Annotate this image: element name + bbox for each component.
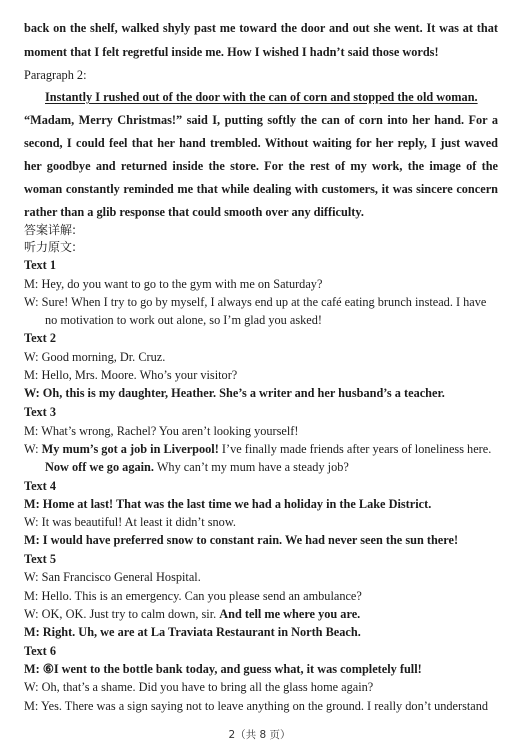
dialogue-line xyxy=(24,589,498,604)
speaker-label: W: xyxy=(24,570,39,584)
speaker-label: M: xyxy=(24,699,39,713)
dialogue-text: I’ve finally made friends after years of loneliness here. xyxy=(218,442,492,456)
passage-line: rather than a glib response that could smooth over any difficulty. xyxy=(24,205,364,219)
dialogue-continuation xyxy=(45,460,498,475)
listening-header: 听力原文: xyxy=(24,240,77,254)
dialogue-text: Hey, do you want to go to the gym with me on Saturday? xyxy=(41,277,323,291)
dialogue-line xyxy=(24,442,498,457)
speaker-label: M: xyxy=(24,662,40,676)
passage-line: moment that I felt regretful inside me. How I wished I hadn’t said those words! xyxy=(24,45,439,59)
dialogue-line xyxy=(24,497,498,512)
dialogue-text: no motivation to work out alone, so I’m glad you asked! xyxy=(45,313,322,327)
dialogue-line xyxy=(24,625,498,640)
dialogue-line xyxy=(24,680,498,695)
dialogue-line xyxy=(24,386,498,401)
dialogue-line xyxy=(24,533,498,548)
dialogue-text: I would have preferred snow to constant rain. We had never seen the sun there! xyxy=(42,533,459,547)
dialogue-line xyxy=(24,662,498,677)
text-title: Text 4 xyxy=(24,479,56,493)
dialogue-line xyxy=(24,570,498,585)
passage-line: woman constantly reminded me that while dealing with customers, it was sincere concern xyxy=(24,182,498,196)
circled-number-marker: ⑥ xyxy=(42,662,54,676)
speaker-label: W: xyxy=(24,350,39,364)
dialogue-text: Hello, Mrs. Moore. Who’s your visitor? xyxy=(41,368,238,382)
dialogue-line xyxy=(24,699,498,714)
passage-line: back on the shelf, walked shyly past me toward the door and out she went. It was at that xyxy=(24,21,498,35)
dialogue-text: Sure! When I try to go by myself, I always end up at the café eating brunch instead. I have xyxy=(41,295,487,309)
paragraph-label: Paragraph 2: xyxy=(24,68,87,82)
passage-line-underlined: Instantly I rushed out of the door with the can of corn and stopped the old woman. xyxy=(45,90,478,104)
speaker-label: W: xyxy=(24,442,39,456)
speaker-label: M: xyxy=(24,497,40,511)
speaker-label: M: xyxy=(24,277,39,291)
dialogue-text: Right. Uh, we are at La Traviata Restaurant in North Beach. xyxy=(42,625,361,639)
dialogue-line xyxy=(24,424,498,439)
dialogue-text: Why can’t my mum have a steady job? xyxy=(153,460,349,474)
dialogue-text: Oh, this is my daughter, Heather. She’s a writer and her husband’s a teacher. xyxy=(42,386,445,400)
dialogue-line xyxy=(24,350,498,365)
answer-header: 答案详解: xyxy=(24,223,77,237)
passage-line: her goodbye and returned inside the store. For the rest of my work, the image of the xyxy=(24,159,498,173)
dialogue-text: Good morning, Dr. Cruz. xyxy=(41,350,166,364)
dialogue-text: OK, OK. Just try to calm down, sir. xyxy=(41,607,220,621)
text-title: Text 2 xyxy=(24,331,56,345)
dialogue-text-bold: And tell me where you are. xyxy=(219,607,361,621)
dialogue-continuation xyxy=(45,313,498,328)
text-title: Text 3 xyxy=(24,405,56,419)
dialogue-text-bold: My mum’s got a job in Liverpool! xyxy=(41,442,219,456)
dialogue-line xyxy=(24,295,498,310)
speaker-label: M: xyxy=(24,424,39,438)
speaker-label: W: xyxy=(24,386,40,400)
dialogue-text: Hello. This is an emergency. Can you please send an ambulance? xyxy=(41,589,362,603)
dialogue-text: Yes. There was a sign saying not to leave anything on the ground. I really don’t understand xyxy=(40,699,489,713)
dialogue-line xyxy=(24,515,498,530)
dialogue-text-bold: Now off we go again. xyxy=(45,460,154,474)
text-title: Text 6 xyxy=(24,644,56,658)
text-title: Text 5 xyxy=(24,552,56,566)
dialogue-text: Oh, that’s a shame. Did you have to bring all the glass home again? xyxy=(41,680,374,694)
dialogue-text: San Francisco General Hospital. xyxy=(41,570,201,584)
passage-line: “Madam, Merry Christmas!” said I, putting softly the can of corn into her hand. For a xyxy=(24,113,498,127)
text-title: Text 1 xyxy=(24,258,56,272)
speaker-label: M: xyxy=(24,625,40,639)
speaker-label: W: xyxy=(24,515,39,529)
passage-line: second, I could feel that her hand trembled. Without waiting for her reply, I just waved xyxy=(24,136,498,150)
dialogue-text: What’s wrong, Rachel? You aren’t looking yourself! xyxy=(41,424,299,438)
dialogue-line xyxy=(24,277,498,292)
speaker-label: W: xyxy=(24,607,39,621)
speaker-label: W: xyxy=(24,295,39,309)
speaker-label: M: xyxy=(24,368,39,382)
speaker-label: M: xyxy=(24,589,39,603)
dialogue-line xyxy=(24,368,498,383)
dialogue-text: I went to the bottle bank today, and guess what, it was completely full! xyxy=(53,662,422,676)
speaker-label: M: xyxy=(24,533,40,547)
page-footer: 2（共 8 页） xyxy=(228,729,291,741)
dialogue-text: It was beautiful! At least it didn’t snow. xyxy=(41,515,236,529)
dialogue-text: Home at last! That was the last time we had a holiday in the Lake District. xyxy=(42,497,432,511)
dialogue-line xyxy=(24,607,498,622)
speaker-label: W: xyxy=(24,680,39,694)
